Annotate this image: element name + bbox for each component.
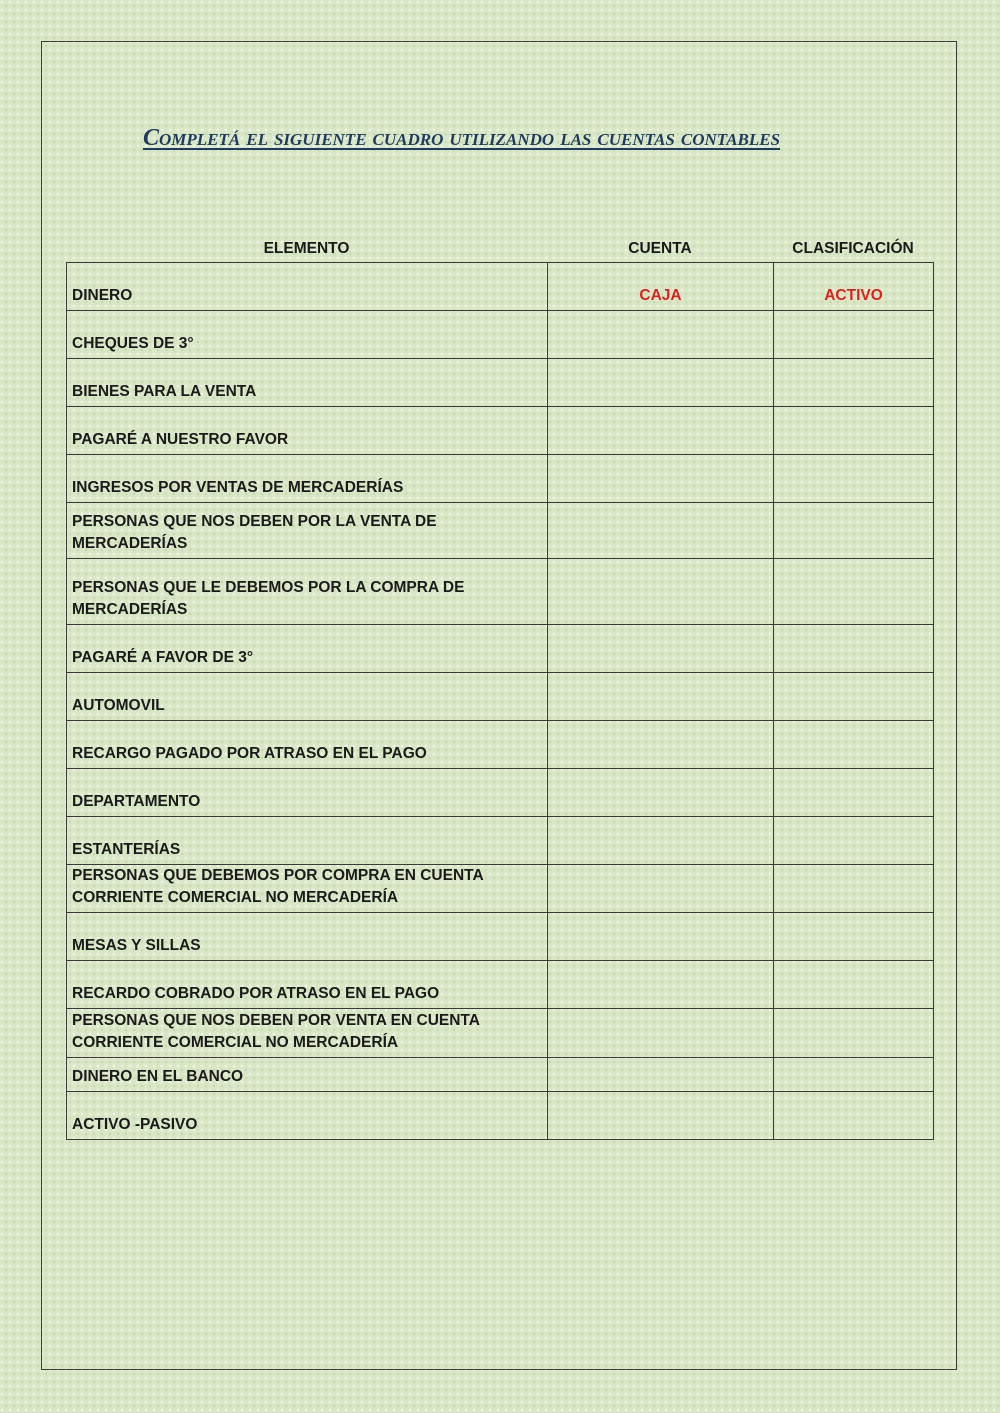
cell-elemento: CHEQUES DE 3° xyxy=(67,311,548,359)
cell-clasificacion[interactable] xyxy=(774,865,934,913)
table-row xyxy=(67,913,934,961)
cell-clasificacion[interactable] xyxy=(774,1092,934,1140)
header-clasificacion: CLASIFICACIÓN xyxy=(792,240,914,257)
table-row xyxy=(67,559,934,625)
cell-clasificacion[interactable] xyxy=(774,1009,934,1058)
cell-elemento: RECARGO PAGADO POR ATRASO EN EL PAGO xyxy=(67,721,548,769)
cell-elemento: PERSONAS QUE DEBEMOS POR COMPRA EN CUENTA CORRIENTE COMERCIAL NO MERCADERÍA xyxy=(67,865,548,913)
cell-clasificacion[interactable] xyxy=(774,769,934,817)
table-row xyxy=(67,673,934,721)
cell-cuenta[interactable] xyxy=(548,721,774,769)
cell-elemento: PAGARÉ A FAVOR DE 3° xyxy=(67,625,548,673)
cell-cuenta[interactable] xyxy=(548,455,774,503)
table-row xyxy=(67,721,934,769)
cell-cuenta[interactable] xyxy=(548,865,774,913)
cell-elemento: PAGARÉ A NUESTRO FAVOR xyxy=(67,407,548,455)
table-row xyxy=(67,769,934,817)
table-row xyxy=(67,1058,934,1092)
table-row xyxy=(67,625,934,673)
cell-cuenta[interactable] xyxy=(548,407,774,455)
cell-elemento: BIENES PARA LA VENTA xyxy=(67,359,548,407)
cell-clasificacion[interactable] xyxy=(774,455,934,503)
header-elemento: ELEMENTO xyxy=(263,240,350,257)
table-row xyxy=(67,263,934,311)
cell-cuenta[interactable] xyxy=(548,1058,774,1092)
cell-clasificacion[interactable] xyxy=(774,311,934,359)
accounts-table xyxy=(66,262,934,1140)
cell-cuenta[interactable] xyxy=(548,625,774,673)
cell-clasificacion[interactable] xyxy=(774,407,934,455)
table-row xyxy=(67,407,934,455)
cell-elemento: PERSONAS QUE NOS DEBEN POR LA VENTA DE MERCADERÍAS xyxy=(67,503,548,559)
cell-cuenta[interactable] xyxy=(548,359,774,407)
table-header xyxy=(66,240,933,262)
cell-elemento: INGRESOS POR VENTAS DE MERCADERÍAS xyxy=(67,455,548,503)
table-row xyxy=(67,455,934,503)
cell-clasificacion[interactable] xyxy=(774,913,934,961)
cell-elemento: ESTANTERÍAS xyxy=(67,817,548,865)
table-row xyxy=(67,817,934,865)
cell-cuenta[interactable] xyxy=(548,1009,774,1058)
cell-cuenta[interactable] xyxy=(548,913,774,961)
table-row xyxy=(67,359,934,407)
cell-cuenta[interactable] xyxy=(548,559,774,625)
table-row xyxy=(67,865,934,913)
cell-clasificacion[interactable] xyxy=(774,625,934,673)
cell-elemento: PERSONAS QUE LE DEBEMOS POR LA COMPRA DE MERCADERÍAS xyxy=(67,559,548,625)
cell-clasificacion[interactable] xyxy=(774,721,934,769)
table-row xyxy=(67,1092,934,1140)
cell-cuenta[interactable] xyxy=(548,769,774,817)
table-row xyxy=(67,1009,934,1058)
cell-clasificacion[interactable] xyxy=(774,1058,934,1092)
cell-clasificacion[interactable] xyxy=(774,359,934,407)
cell-elemento: ACTIVO -PASIVO xyxy=(67,1092,548,1140)
table-row xyxy=(67,503,934,559)
cell-cuenta[interactable]: CAJA xyxy=(548,263,774,311)
cell-clasificacion[interactable]: ACTIVO xyxy=(774,263,934,311)
cell-cuenta[interactable] xyxy=(548,961,774,1009)
cell-clasificacion[interactable] xyxy=(774,503,934,559)
cell-elemento: DEPARTAMENTO xyxy=(67,769,548,817)
cell-elemento: RECARDO COBRADO POR ATRASO EN EL PAGO xyxy=(67,961,548,1009)
cell-clasificacion[interactable] xyxy=(774,961,934,1009)
cell-elemento: PERSONAS QUE NOS DEBEN POR VENTA EN CUENTA CORRIENTE COMERCIAL NO MERCADERÍA xyxy=(67,1009,548,1058)
cell-elemento: AUTOMOVIL xyxy=(67,673,548,721)
cell-cuenta[interactable] xyxy=(548,1092,774,1140)
cell-cuenta[interactable] xyxy=(548,673,774,721)
cell-elemento: DINERO EN EL BANCO xyxy=(67,1058,548,1092)
table-row xyxy=(67,311,934,359)
page-title: Completá el siguiente cuadro utilizando las cuentas contables xyxy=(143,125,781,151)
cell-cuenta[interactable] xyxy=(548,817,774,865)
cell-cuenta[interactable] xyxy=(548,503,774,559)
cell-elemento: DINERO xyxy=(67,263,548,311)
cell-clasificacion[interactable] xyxy=(774,559,934,625)
cell-clasificacion[interactable] xyxy=(774,673,934,721)
header-cuenta: CUENTA xyxy=(628,240,692,257)
cell-clasificacion[interactable] xyxy=(774,817,934,865)
cell-elemento: MESAS Y SILLAS xyxy=(67,913,548,961)
cell-cuenta[interactable] xyxy=(548,311,774,359)
table-row xyxy=(67,961,934,1009)
